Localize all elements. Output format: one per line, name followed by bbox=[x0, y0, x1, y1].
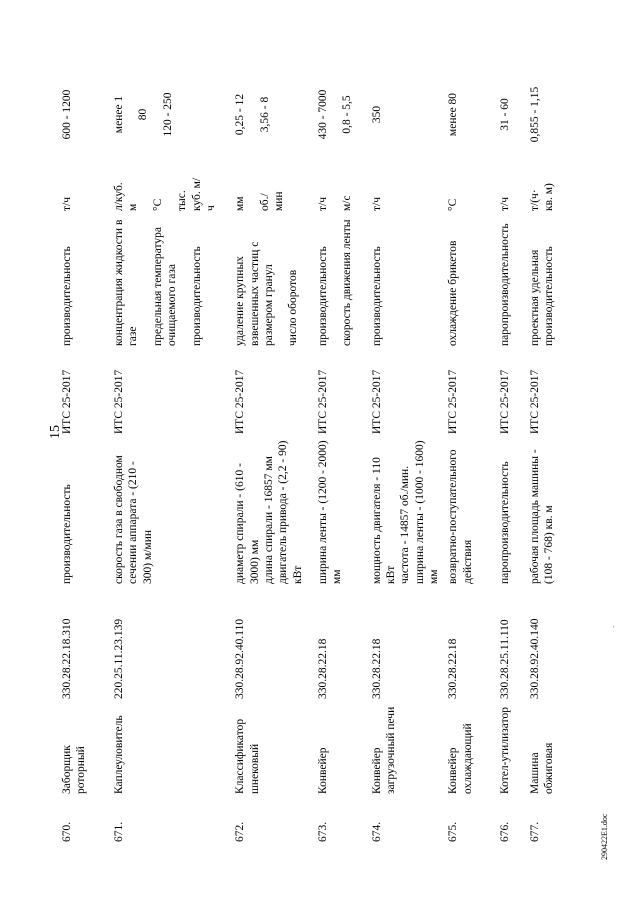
indicator-name: производительность bbox=[370, 246, 383, 346]
table-row bbox=[444, 55, 496, 845]
parameter-line: возвратно-поступательного действия bbox=[447, 449, 474, 584]
indicator-name: концентрация жидкости в газе bbox=[113, 219, 140, 346]
parameter-line: двигатель привода - (2,2 - 90) кВт bbox=[277, 440, 304, 584]
row-number: 677. bbox=[528, 821, 541, 842]
row-number: 676. bbox=[499, 821, 512, 842]
table-row bbox=[496, 55, 525, 845]
indicator-value: менее 80 bbox=[447, 92, 460, 137]
its-reference: ИТС 25-2017 bbox=[447, 369, 460, 434]
its-reference: ИТС 25-2017 bbox=[528, 369, 541, 434]
indicator-value: 600 - 1200 bbox=[61, 89, 73, 140]
indicator-name-cell bbox=[526, 214, 570, 349]
indicator-unit: т/ч bbox=[499, 196, 512, 211]
indicator-value-cell bbox=[110, 55, 231, 174]
row-number: 674. bbox=[370, 821, 383, 842]
indicator-unit-cell bbox=[496, 174, 525, 214]
indicator-value-cell bbox=[526, 55, 570, 174]
indicator-value: 3,56 - 8 bbox=[258, 96, 271, 133]
indicator-name: удаление крупных взвешенных частиц с размером гранул bbox=[234, 241, 275, 346]
indicator-unit: °С bbox=[447, 198, 460, 211]
indicator-unit: л/куб. м bbox=[113, 182, 140, 211]
equipment-name: Конвейер загрузочный печи bbox=[370, 706, 397, 794]
scan-mark: · bbox=[610, 625, 618, 628]
indicator-unit: т/(ч· кв. м) bbox=[528, 183, 556, 211]
row-number: 675. bbox=[447, 821, 460, 842]
equipment-name: Котел-утилизатор bbox=[499, 707, 512, 794]
parameter-line: длина спирали - 16857 мм bbox=[263, 456, 275, 584]
indicator-value: 31 - 60 bbox=[499, 98, 512, 131]
indicator-value: менее 1 bbox=[113, 95, 125, 134]
equipment-name: Классификатор шнековый bbox=[234, 718, 261, 794]
table-row bbox=[58, 55, 110, 845]
equipment-parameters bbox=[58, 437, 110, 587]
equipment-name: Конвейер bbox=[316, 747, 329, 794]
indicator-unit: т/ч bbox=[61, 196, 73, 211]
indicator-name: скорость движения ленты bbox=[341, 219, 354, 346]
parameter-line: диаметр спирали - (610 - 3000) мм bbox=[234, 463, 261, 584]
parameter-line: производительность bbox=[61, 484, 73, 584]
equipment-code: 330.28.22.18 bbox=[316, 638, 329, 699]
indicator-value-cell bbox=[368, 55, 445, 174]
equipment-name: Заборщик роторный bbox=[61, 745, 88, 794]
parameter-line: мощность двигателя - 110 кВт bbox=[370, 457, 397, 584]
indicator-unit-cell bbox=[110, 174, 231, 214]
indicator-unit: т/ч bbox=[370, 196, 383, 211]
equipment-table bbox=[58, 55, 570, 845]
equipment-parameters bbox=[110, 437, 231, 587]
equipment-name: Конвейер охлаждающий bbox=[447, 723, 474, 794]
parameter-line: частота - 14857 об./мин. bbox=[399, 465, 412, 584]
indicator-value-cell bbox=[444, 55, 496, 174]
indicator-value-cell bbox=[231, 55, 314, 174]
indicator-name: охлаждение брикетов bbox=[447, 240, 460, 346]
its-reference: ИТС 25-2017 bbox=[61, 369, 73, 434]
equipment-name: Машина обжиговая bbox=[528, 742, 556, 794]
page-number: 15 bbox=[48, 425, 63, 439]
indicator-name-cell bbox=[58, 214, 110, 349]
equipment-parameters bbox=[368, 437, 445, 587]
indicator-name: проектная удельная производительность bbox=[528, 246, 556, 346]
indicator-value-cell bbox=[496, 55, 525, 174]
parameter-line: рабочая площадь машины - (108 - 768) кв. м bbox=[528, 449, 556, 584]
indicator-value: 0,8 - 5,5 bbox=[341, 95, 354, 134]
equipment-code: 330.28.22.18.310 bbox=[61, 618, 73, 699]
indicator-unit: м/с bbox=[341, 195, 354, 211]
indicator-unit-cell bbox=[444, 174, 496, 214]
indicator-value-cell bbox=[314, 55, 368, 174]
indicator-unit-cell bbox=[368, 174, 445, 214]
equipment-code: 330.28.22.18 bbox=[447, 638, 460, 699]
equipment-parameters bbox=[496, 437, 525, 587]
table-row bbox=[231, 55, 314, 845]
indicator-unit: т/ч bbox=[316, 196, 329, 211]
indicator-name: производительность bbox=[316, 246, 329, 346]
equipment-table-rotated bbox=[58, 55, 570, 845]
equipment-code: 330.28.92.40.140 bbox=[528, 618, 541, 699]
equipment-code: 220.25.11.23.139 bbox=[113, 618, 125, 699]
footer-file-code: 290422E1.doc bbox=[600, 813, 609, 860]
indicator-unit: мм bbox=[234, 196, 247, 211]
its-reference: ИТС 25-2017 bbox=[499, 369, 512, 434]
equipment-code: 330.28.22.18 bbox=[370, 638, 383, 699]
equipment-parameters bbox=[231, 437, 314, 587]
parameter-line: ширина ленты - (1000 - 1600) мм bbox=[413, 440, 440, 584]
indicator-name: производительность bbox=[61, 246, 73, 346]
indicator-unit-cell bbox=[314, 174, 368, 214]
its-reference: ИТС 25-2017 bbox=[370, 369, 383, 434]
indicator-unit-cell bbox=[231, 174, 314, 214]
its-reference: ИТС 25-2017 bbox=[113, 369, 125, 434]
indicator-name: число оборотов bbox=[287, 269, 300, 346]
indicator-name-cell bbox=[314, 214, 368, 349]
parameter-line: скорость газа в свободном сечении аппарата - (210 - 300) м/мин bbox=[113, 455, 154, 584]
equipment-name: Каплеуловитель bbox=[113, 715, 125, 794]
indicator-name: производительность bbox=[190, 246, 203, 346]
table-body bbox=[58, 55, 570, 845]
indicator-name-cell bbox=[110, 214, 231, 349]
parameter-line: паропроизводительность bbox=[499, 461, 512, 584]
indicator-unit-cell bbox=[526, 174, 570, 214]
indicator-unit: тыс. куб. м/ч bbox=[176, 177, 217, 211]
equipment-code: 330.28.25.11.110 bbox=[499, 619, 512, 699]
table-row bbox=[110, 55, 231, 845]
indicator-name-cell bbox=[496, 214, 525, 349]
indicator-value: 0,25 - 12 bbox=[234, 93, 247, 136]
row-number: 670. bbox=[61, 821, 73, 842]
row-number: 672. bbox=[234, 821, 247, 842]
indicator-unit: °С bbox=[151, 198, 164, 211]
indicator-value: 350 bbox=[370, 105, 383, 124]
indicator-unit: об./мин bbox=[258, 191, 285, 211]
row-number: 673. bbox=[316, 821, 329, 842]
indicator-name: предельная температура очищаемого газа bbox=[151, 227, 179, 346]
its-reference: ИТС 25-2017 bbox=[316, 369, 329, 434]
equipment-parameters bbox=[526, 437, 570, 587]
indicator-value: 80 bbox=[137, 108, 150, 121]
indicator-value-cell bbox=[58, 55, 110, 174]
indicator-name-cell bbox=[368, 214, 445, 349]
equipment-code: 330.28.92.40.110 bbox=[234, 618, 247, 699]
equipment-parameters bbox=[444, 437, 496, 587]
row-number: 671. bbox=[113, 821, 125, 842]
table-row bbox=[368, 55, 445, 845]
indicator-name-cell bbox=[444, 214, 496, 349]
indicator-name-cell bbox=[231, 214, 314, 349]
its-reference: ИТС 25-2017 bbox=[234, 369, 247, 434]
indicator-name: паропроизводительность bbox=[499, 223, 512, 346]
equipment-parameters bbox=[314, 437, 368, 587]
indicator-value: 430 - 7000 bbox=[316, 89, 329, 140]
indicator-value: 120 - 250 bbox=[161, 92, 174, 137]
table-row bbox=[526, 55, 570, 845]
table-row bbox=[314, 55, 368, 845]
indicator-value: 0,855 - 1,15 bbox=[528, 86, 541, 143]
indicator-unit-cell bbox=[58, 174, 110, 214]
parameter-line: ширина ленты - (1200 - 2000) мм bbox=[316, 440, 344, 584]
